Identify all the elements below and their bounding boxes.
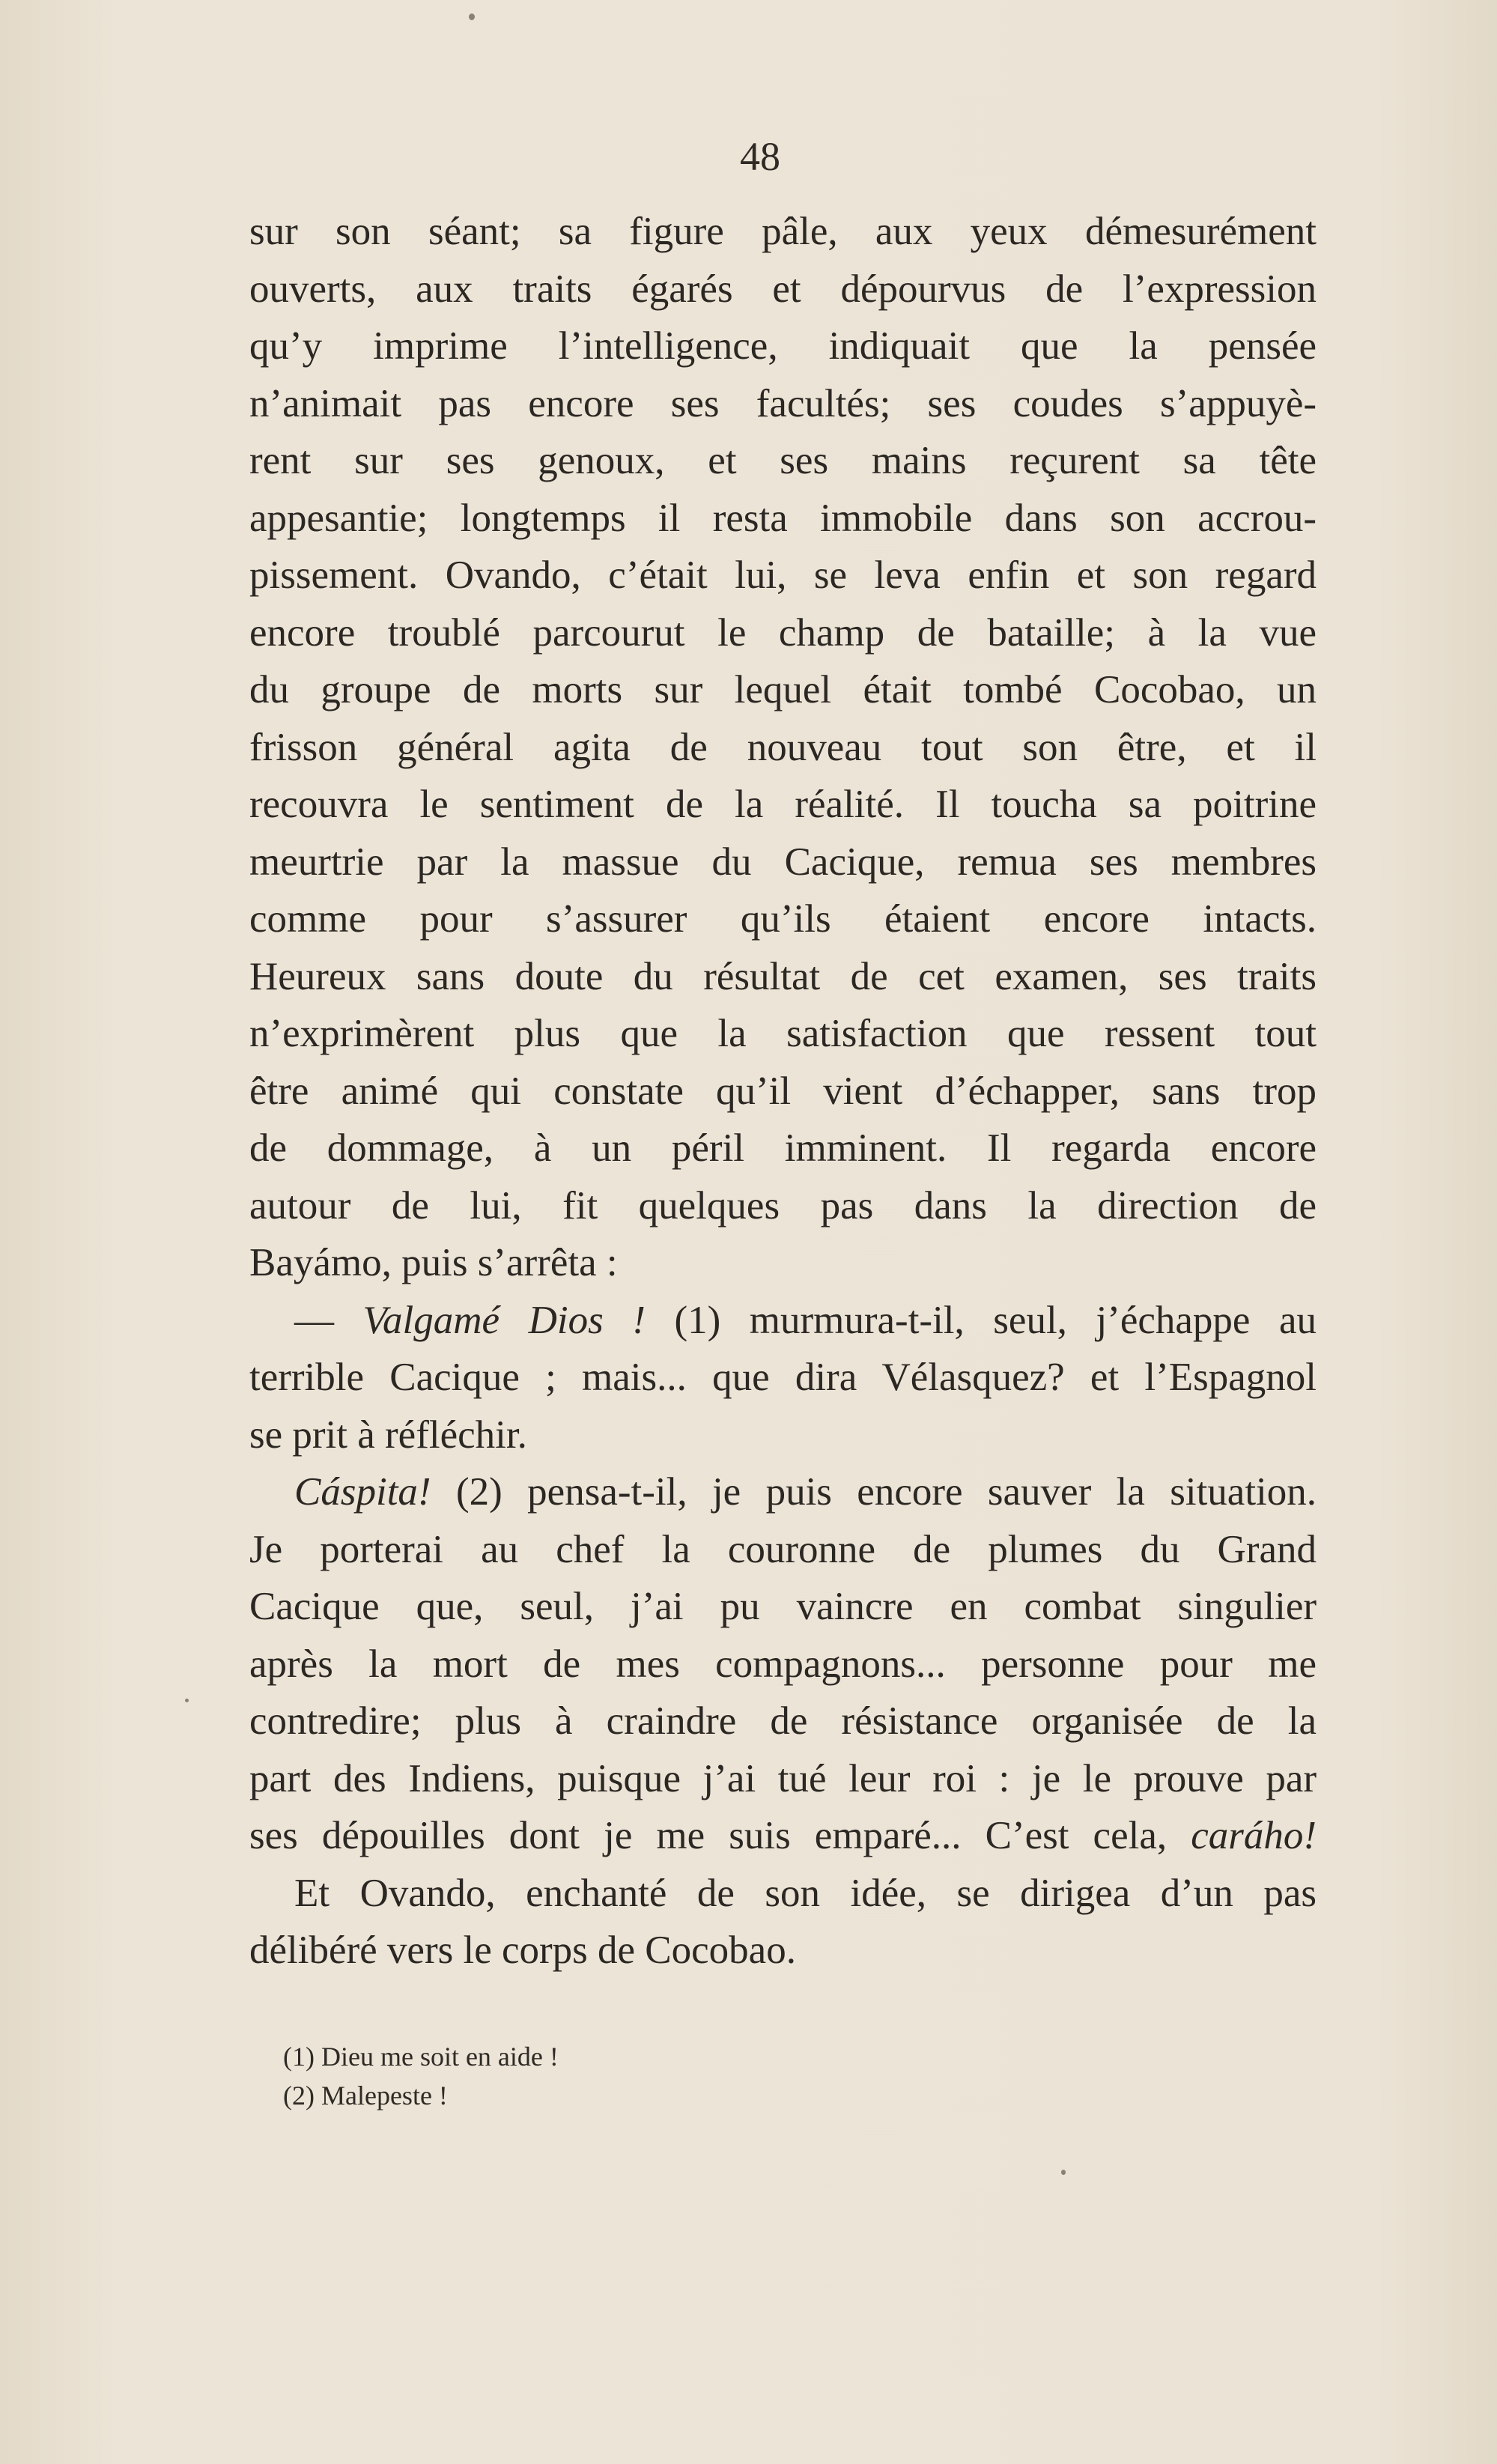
text-line: part des Indiens, puisque j’ai tué leur roi : je le prouve par	[249, 1756, 1317, 1800]
page-number: 48	[740, 134, 780, 179]
footnote-mark: (1)	[283, 2042, 315, 2072]
exclamation-line	[249, 1292, 1317, 1350]
text-line: du groupe de morts sur lequel était tombé Cocobao, un	[249, 668, 1317, 711]
text-line: se prit à réfléchir.	[249, 1412, 527, 1457]
caspita-rest: pensa-t-il, je puis encore sauver la situation.	[527, 1470, 1317, 1514]
caraho-italic: caráho!	[1191, 1814, 1317, 1857]
text-line: encore troublé parcourut le champ de bataille; à la vue	[249, 610, 1317, 655]
caspita-line	[249, 1463, 1317, 1521]
text-line: frisson général agita de nouveau tout son être, et il	[249, 725, 1317, 769]
text-line: Je porterai au chef la couronne de plumes du Grand	[249, 1527, 1317, 1571]
em-dash: —	[294, 1298, 334, 1342]
text-line: rent sur ses genoux, et ses mains reçurent sa tête	[249, 439, 1317, 482]
footnotes	[283, 2037, 559, 2115]
text-line: recouvra le sentiment de la réalité. Il toucha sa poitrine	[249, 783, 1317, 826]
footnote-ref-1: (1)	[674, 1298, 721, 1342]
paper-speck	[469, 13, 475, 20]
text-line: ouverts, aux traits égarés et dépourvus de l’expression	[249, 267, 1317, 311]
footnote-2	[283, 2076, 559, 2115]
text-line: contredire; plus à craindre de résistance organisée de la	[249, 1699, 1317, 1743]
text-line: comme pour s’assurer qu’ils étaient encore intacts.	[249, 897, 1317, 941]
body-text	[249, 203, 1317, 1979]
text-line: être animé qui constate qu’il vient d’échapper, sans trop	[249, 1069, 1317, 1113]
text-line: n’exprimèrent plus que la satisfaction que ressent tout	[249, 1012, 1317, 1055]
caraho-line	[249, 1807, 1317, 1865]
footnote-mark: (2)	[283, 2081, 315, 2111]
text-line: n’animait pas encore ses facultés; ses coudes s’appuyè-	[249, 381, 1317, 425]
paper-speck	[1061, 2170, 1066, 2175]
text-line: Cacique que, seul, j’ai pu vaincre en combat singulier	[249, 1585, 1317, 1628]
footnote-text: Malepeste !	[321, 2081, 448, 2111]
caraho-text: ses dépouilles dont je me suis emparé... C’est cela,	[249, 1814, 1167, 1857]
text-line: Et Ovando, enchanté de son idée, se dirigea d’un pas	[294, 1871, 1317, 1915]
paper-speck	[185, 1699, 189, 1702]
text-line: autour de lui, fit quelques pas dans la direction de	[249, 1183, 1317, 1228]
text-line: Bayámo, puis s’arrêta :	[249, 1241, 618, 1284]
caspita-italic: Cáspita!	[294, 1470, 431, 1514]
footnote-1	[283, 2037, 559, 2076]
exclamation-rest: murmura-t-il, seul, j’échappe au	[749, 1298, 1317, 1342]
text-line: de dommage, à un péril imminent. Il regarda encore	[249, 1126, 1317, 1170]
text-line: Heureux sans doute du résultat de cet examen, ses traits	[249, 954, 1317, 998]
text-line: délibéré vers le corps de Cocobao.	[249, 1929, 796, 1972]
text-line: pissement. Ovando, c’était lui, se leva enfin et son regard	[249, 553, 1317, 597]
text-line: qu’y imprime l’intelligence, indiquait que la pensée	[249, 324, 1317, 368]
footnote-ref-2: (2)	[455, 1470, 502, 1514]
text-line: terrible Cacique ; mais... que dira Vélasquez? et l’Espagnol	[249, 1356, 1317, 1399]
text-line: appesantie; longtemps il resta immobile dans son accrou-	[249, 496, 1317, 540]
text-line: après la mort de mes compagnons... personne pour me	[249, 1642, 1317, 1686]
exclamation-italic: Valgamé Dios !	[362, 1298, 646, 1342]
footnote-text: Dieu me soit en aide !	[321, 2042, 559, 2072]
text-line: sur son séant; sa figure pâle, aux yeux démesurément	[249, 210, 1317, 253]
text-line: meurtrie par la massue du Cacique, remua ses membres	[249, 840, 1317, 884]
